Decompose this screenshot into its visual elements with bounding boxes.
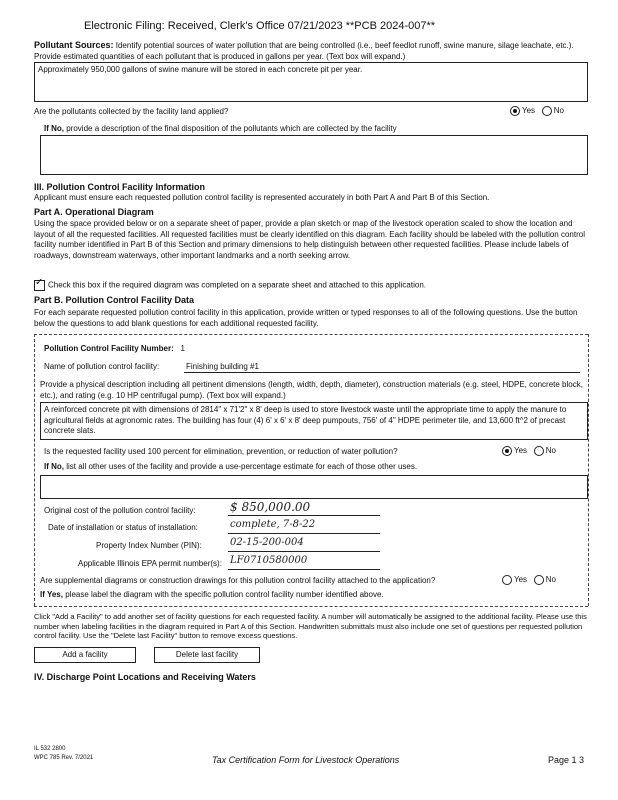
- filing-stamp: Electronic Filing: Received, Clerk's Office 07/21/2023 **PCB 2024-007**: [84, 20, 436, 32]
- diagram-checkbox-row: [34, 280, 426, 291]
- form-code-1: IL 532 2800: [34, 746, 66, 752]
- supp-yes-label: Yes: [514, 575, 528, 585]
- pin-value[interactable]: 02-15-200-004: [230, 537, 304, 548]
- disposition-prompt: [44, 124, 397, 134]
- facility-frame-right: [588, 334, 589, 606]
- facility-name-value[interactable]: Finishing building #1: [186, 362, 259, 371]
- supp-if-yes-label: If Yes,: [40, 590, 63, 599]
- part-a-text: Using the space provided below or on a separate sheet of paper, provide a plan sketch or map of the livestock operation scaled to show the location and layout of all the requested facilities. All requested facilities must be clearly identified on this diagram. Each facility should be labeled with the pollution control facility number identified in Part B of this Section and primary dimensions to help distinguish between other requested facilities. Please include labels of roadways, downstream waterways, other important landmarks and a north seeking arrow.: [34, 219, 585, 260]
- land-applied-options: [510, 106, 564, 116]
- cost-underline: [228, 515, 380, 516]
- percent-yes-label: Yes: [514, 446, 528, 456]
- land-applied-no-label: No: [553, 106, 564, 116]
- disposition-text: provide a description of the final disposition of the pollutants which are collected by the facility: [66, 124, 397, 133]
- facility-number-label: Pollution Control Facility Number:: [44, 344, 174, 353]
- permit-label: Applicable Illinois EPA permit number(s):: [78, 559, 222, 568]
- other-uses-text: list all other uses of the facility and provide a use-percentage estimate for each of those other uses.: [66, 462, 418, 471]
- other-uses-field[interactable]: [40, 475, 588, 499]
- disposition-if-no: If No,: [44, 124, 64, 133]
- part-b-heading: Part B. Pollution Control Facility Data: [34, 295, 195, 305]
- facility-name-underline: [184, 372, 580, 373]
- date-underline: [228, 533, 380, 534]
- percent-yes-radio[interactable]: [502, 446, 512, 456]
- add-facility-instructions: Click "Add a Facility" to add another set of facility questions for each requested facility. A number will automatically be assigned to the additional facility. Please use this number when labeling facilities in the diagram required in Part A of this Section. Handwritten submittals must also include one set of questions per requested pollution control facility. Use the "Delete last Facility" button to remove excess questions.: [34, 612, 587, 640]
- facility-frame-top: [34, 334, 588, 335]
- section3-heading: III. Pollution Control Facility Information: [34, 182, 205, 192]
- pollutant-sources-text: Identify potential sources of water pollution that are being controlled (i.e., beef feedlot runoff, swine manure, silage leachate, etc.). Provide estimated quantities of each pollutant that is produced in gallons per year. (Text box will expand.): [34, 41, 574, 61]
- supp-question: Are supplemental diagrams or construction drawings for this pollution control facility attached to the application?: [40, 576, 436, 585]
- supp-yes-radio[interactable]: [502, 575, 512, 585]
- add-facility-button[interactable]: Add a facility: [34, 647, 136, 663]
- page-number: Page 1 3: [548, 755, 585, 765]
- footer-title: Tax Certification Form for Livestock Operations: [212, 755, 400, 765]
- pollutant-sources-instructions: [34, 40, 594, 62]
- facility-name-label: Name of pollution control facility:: [44, 362, 160, 371]
- percent-no-radio[interactable]: [534, 446, 544, 456]
- pin-label: Property Index Number (PIN):: [96, 541, 202, 550]
- percent-options: [502, 446, 556, 456]
- other-uses-if-no: If No,: [44, 462, 64, 471]
- supp-no-radio[interactable]: [534, 575, 544, 585]
- cost-label: Original cost of the pollution control facility:: [44, 506, 196, 515]
- date-label: Date of installation or status of installation:: [48, 523, 198, 532]
- cost-value[interactable]: $ 850,000.00: [230, 500, 311, 514]
- supp-no-label: No: [545, 575, 556, 585]
- other-uses-prompt: [44, 462, 417, 472]
- facility-desc-value: A reinforced concrete pit with dimensions of 2814" x 71'2" x 8' deep is used to store livestock waste until the appropriate time to apply the manure to agricultural fields at agronomic rates. The building has four (4) 6' x 6' x 8' deep pumpouts, 756' of 4" HDPE perimeter tile, and 13,600 ft^2 of precast concrete slats.: [44, 405, 567, 435]
- permit-value[interactable]: LF0710580000: [230, 555, 308, 566]
- supp-if-yes: [40, 590, 384, 600]
- land-applied-yes-radio[interactable]: [510, 106, 520, 116]
- percent-question: Is the requested facility used 100 percent for elimination, prevention, or reduction of water pollution?: [44, 447, 398, 456]
- facility-desc-prompt: Provide a physical description including all pertinent dimensions (length, width, depth, diameter), construction materials (e.g. steel, HDPE, concrete block, etc.), and rating (e.g. 10 HP centrifugal pump). (Text box will expand.): [40, 380, 583, 400]
- form-code-2: WPC 785 Rev. 7/2021: [34, 755, 94, 761]
- facility-number-row: [44, 344, 185, 354]
- supp-if-yes-text: please label the diagram with the specific pollution control facility number identified above.: [65, 590, 384, 599]
- section3-intro: Applicant must ensure each requested pollution control facility is represented accurately in both Part A and Part B of this Section.: [34, 193, 490, 202]
- permit-underline: [228, 569, 380, 570]
- supp-options: [502, 575, 556, 585]
- diagram-checkbox[interactable]: [34, 280, 45, 291]
- facility-desc-field[interactable]: [40, 402, 588, 440]
- date-value[interactable]: complete, 7-8-22: [230, 519, 316, 530]
- facility-number-value: 1: [180, 344, 185, 353]
- facility-frame-bottom: [34, 606, 588, 607]
- diagram-checkbox-label: Check this box if the required diagram was completed on a separate sheet and attached to this application.: [48, 280, 427, 290]
- part-a-heading: Part A. Operational Diagram: [34, 207, 154, 217]
- delete-facility-button[interactable]: Delete last facility: [154, 647, 260, 663]
- pollutant-sources-value: Approximately 950,000 gallons of swine manure will be stored in each concrete pit per year.: [38, 65, 363, 74]
- land-applied-yes-label: Yes: [522, 106, 536, 116]
- percent-no-label: No: [545, 446, 556, 456]
- land-applied-question: Are the pollutants collected by the facility land applied?: [34, 107, 229, 116]
- pollutant-sources-field[interactable]: [34, 62, 588, 102]
- section4-heading: IV. Discharge Point Locations and Receiving Waters: [34, 672, 256, 682]
- facility-frame-left: [34, 334, 35, 606]
- pin-underline: [228, 551, 380, 552]
- part-b-text: For each separate requested pollution control facility in this application, provide written or typed responses to all of the following questions. Use the button below the questions to add blank questions for each additional requested facility.: [34, 308, 578, 328]
- disposition-field[interactable]: [40, 135, 588, 175]
- land-applied-no-radio[interactable]: [542, 106, 552, 116]
- pollutant-sources-label: Pollutant Sources:: [34, 40, 114, 50]
